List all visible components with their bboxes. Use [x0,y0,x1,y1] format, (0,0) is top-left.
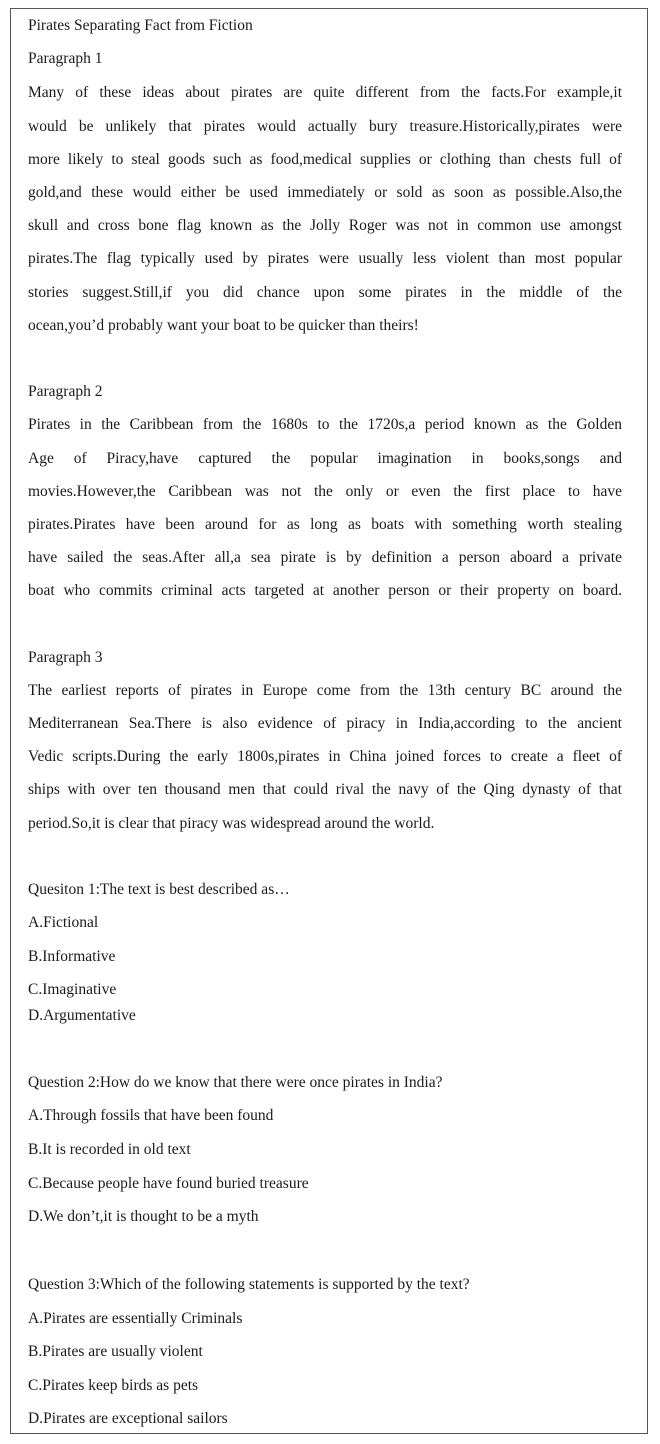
question-3-option-c: C.Pirates keep birds as pets [28,1377,199,1394]
paragraph-1-line: ocean,you’d probably want your boat to be quicker than theirs! [28,317,419,334]
paragraph-2-line: have sailed the seas.After all,a sea pirate is by definition a person aboard a private [28,549,622,566]
paragraph-1-line: skull and cross bone flag known as the Jolly Roger was not in common use amongst [28,217,622,234]
paragraph-3-line: Mediterranean Sea.There is also evidence of piracy in India,according to the ancient [28,715,622,732]
paragraph-2-line: Age of Piracy,have captured the popular imagination in books,songs and [28,450,622,467]
question-1-option-a: A.Fictional [28,914,99,931]
question-3-option-d: D.Pirates are exceptional sailors [28,1410,228,1427]
question-2-prompt: Question 2:How do we know that there were once pirates in India? [28,1074,443,1091]
question-1-prompt: Quesiton 1:The text is best described as… [28,881,290,898]
paragraph-3-line: period.So,it is clear that piracy was widespread around the world. [28,815,435,832]
paragraph-1-heading: Paragraph 1 [28,50,103,67]
paragraph-1-line: Many of these ideas about pirates are quite different from the facts.For example,it [28,84,622,101]
paragraph-1-line: more likely to steal goods such as food,medical supplies or clothing than chests full of [28,151,622,168]
question-2-option-b: B.It is recorded in old text [28,1141,191,1158]
paragraph-3-line: Vedic scripts.During the early 1800s,pirates in China joined forces to create a fleet of [28,748,622,765]
paragraph-2-line: movies.However,the Caribbean was not the only or even the first place to have [28,483,622,500]
paragraph-1-line: pirates.The flag typically used by pirates were usually less violent than most popular [28,250,622,267]
question-2-option-d: D.We don’t,it is thought to be a myth [28,1208,259,1225]
document-title: Pirates Separating Fact from Fiction [28,17,253,34]
paragraph-2-line: pirates.Pirates have been around for as long as boats with something worth stealing [28,516,622,533]
paragraph-2-heading: Paragraph 2 [28,383,103,400]
question-2-option-c: C.Because people have found buried treasure [28,1175,309,1192]
question-3-option-b: B.Pirates are usually violent [28,1343,203,1360]
paragraph-1-line: gold,and these would either be used immediately or sold as soon as possible.Also,the [28,184,622,201]
question-1-option-b: B.Informative [28,948,116,965]
paragraph-3-line: The earliest reports of pirates in Europe come from the 13th century BC around the [28,682,622,699]
paragraph-1-line: stories suggest.Still,if you did chance upon some pirates in the middle of the [28,284,622,301]
paragraph-2-line: boat who commits criminal acts targeted at another person or their property on board. [28,582,622,599]
paragraph-3-line: ships with over ten thousand men that could rival the navy of the Qing dynasty of that [28,781,622,798]
question-3-prompt: Question 3:Which of the following statements is supported by the text? [28,1276,470,1293]
paragraph-3-heading: Paragraph 3 [28,649,103,666]
question-2-option-a: A.Through fossils that have been found [28,1107,274,1124]
paragraph-2-line: Pirates in the Caribbean from the 1680s to the 1720s,a period known as the Golden [28,416,622,433]
paragraph-1-line: would be unlikely that pirates would actually bury treasure.Historically,pirates were [28,118,622,135]
question-1-option-d: D.Argumentative [28,1007,136,1024]
question-3-option-a: A.Pirates are essentially Criminals [28,1310,243,1327]
question-1-option-c: C.Imaginative [28,981,117,998]
